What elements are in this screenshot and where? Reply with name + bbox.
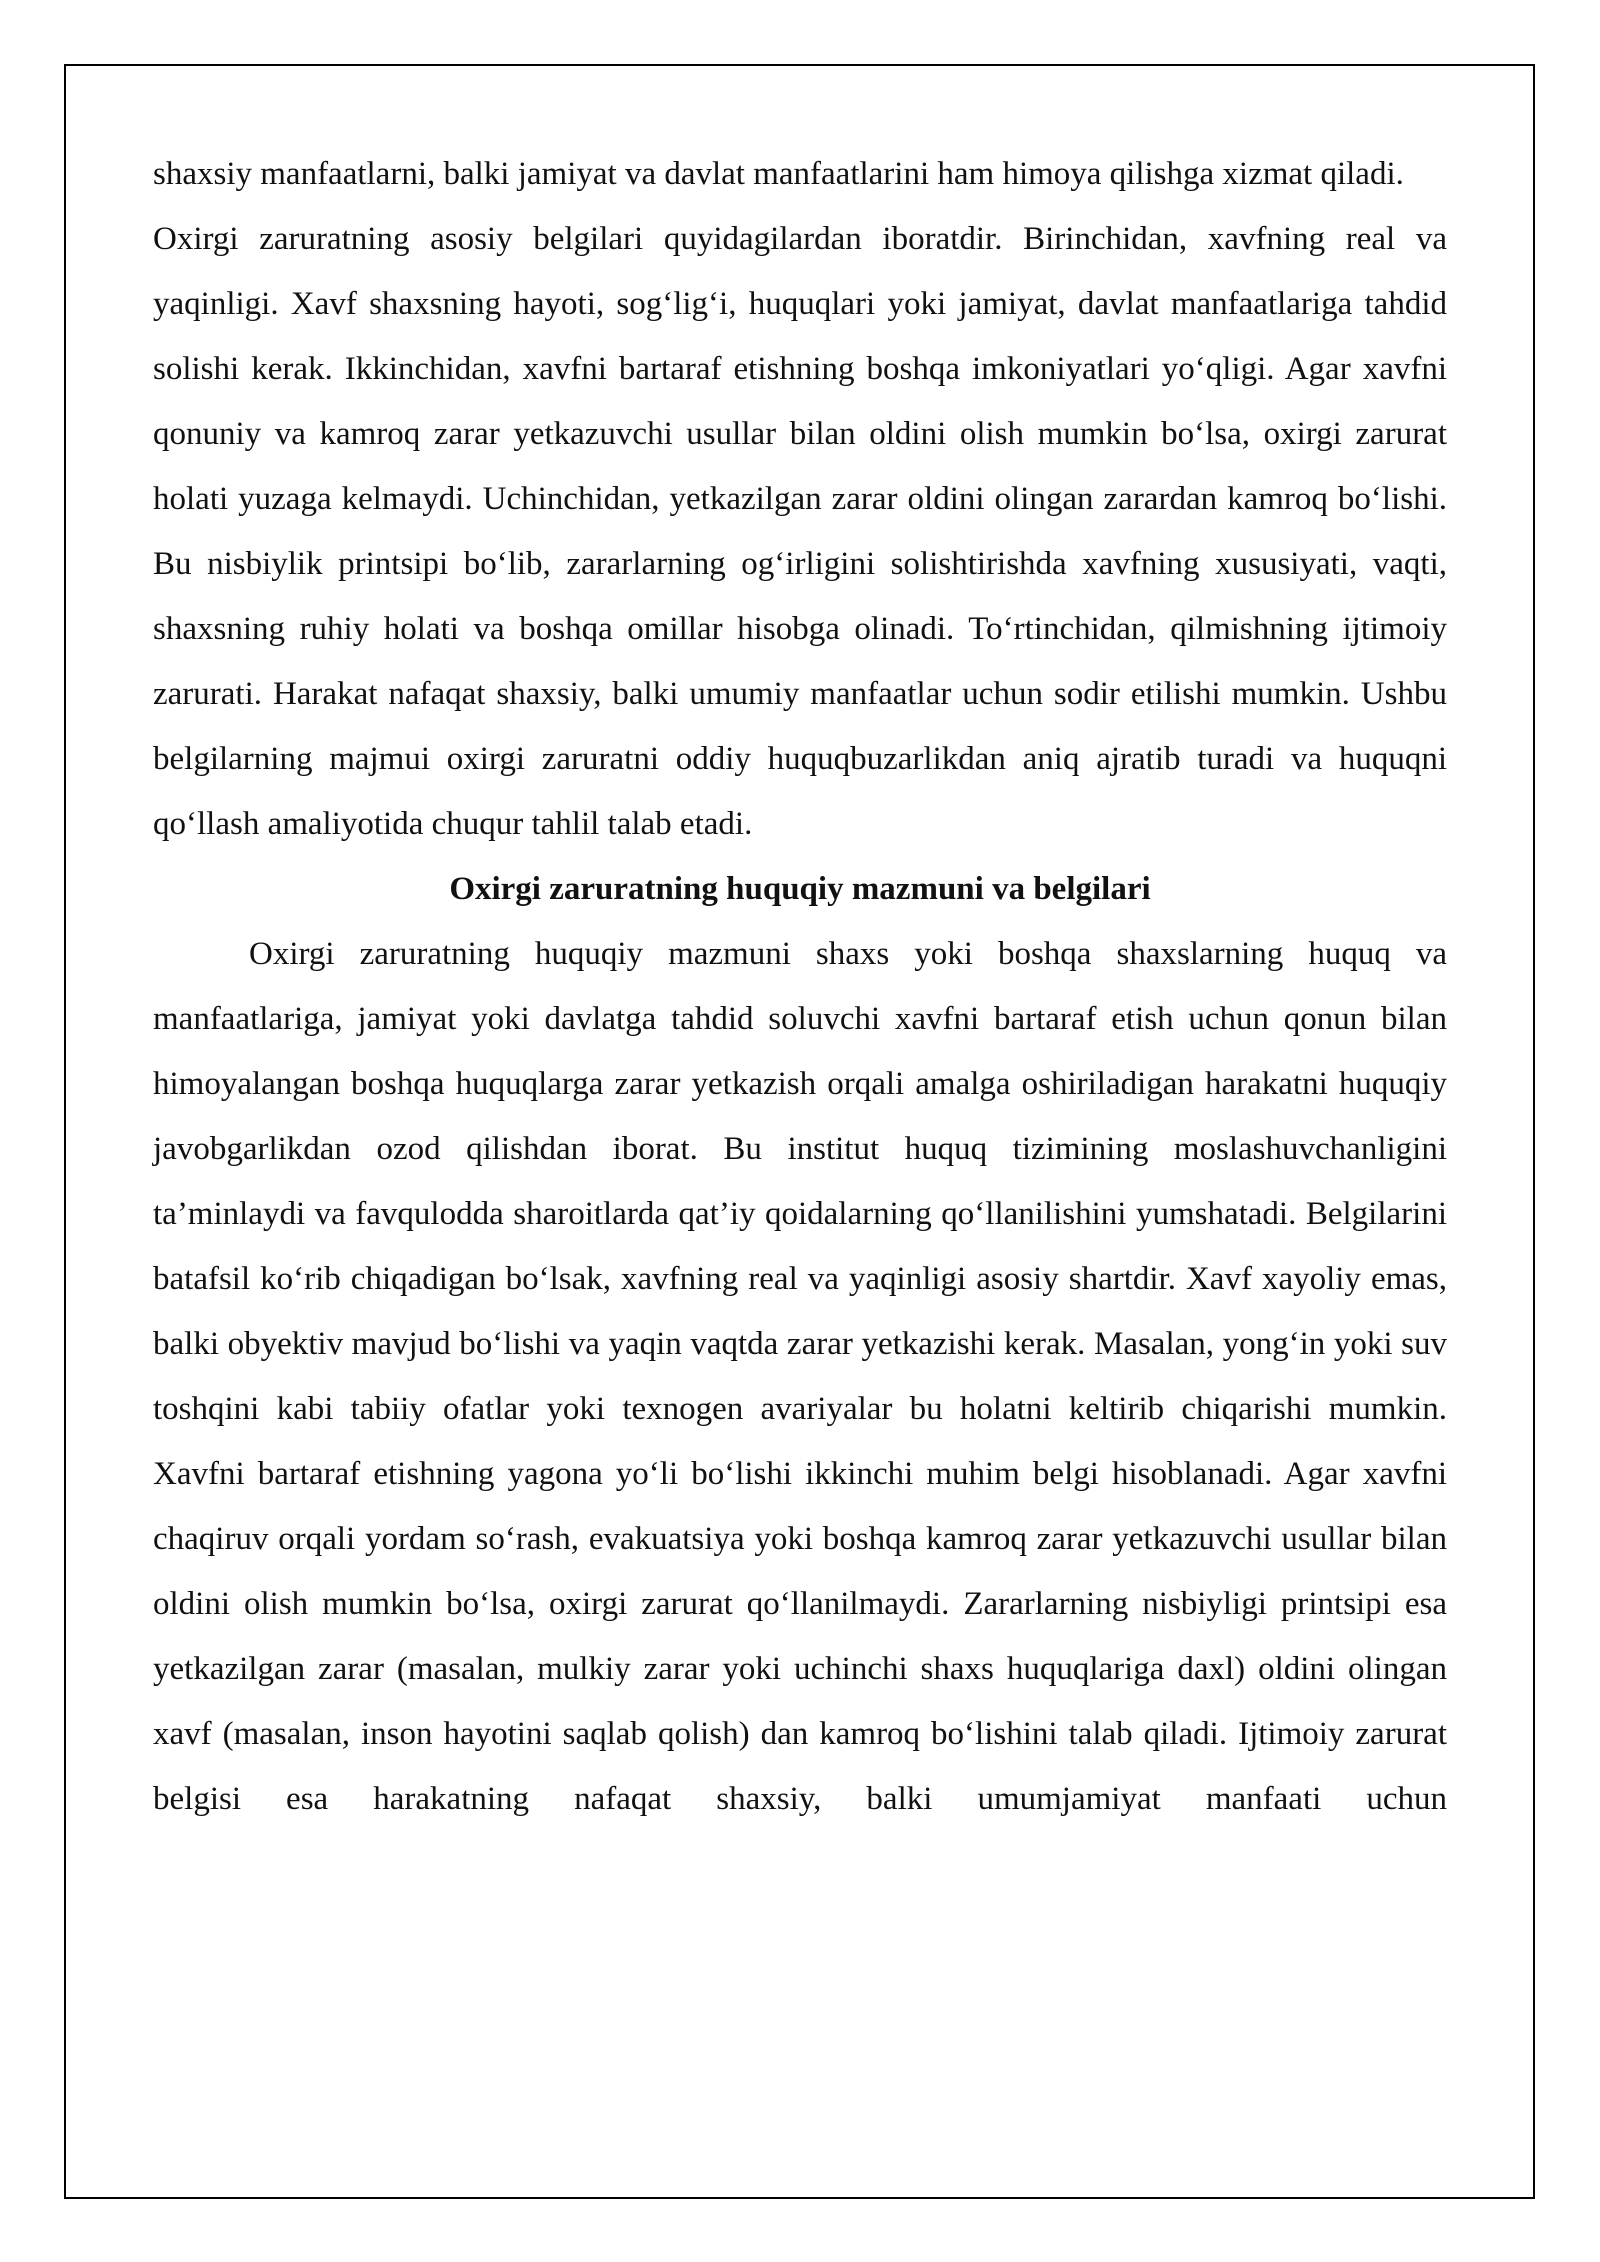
paragraph-legal-content: Oxirgi zaruratning huquqiy mazmuni shaxs yoki boshqa shaxslarning huquq va manfaatlariga, jamiyat yoki davlatga tahdid soluvchi xavfni bartaraf etish uchun qonun bilan himoyalangan boshqa huquqlarga zarar yetkazish orqali amalga oshiriladigan harakatni huquqiy javobgarlikdan ozod qilishdan iborat. Bu institut huquq tizimining moslashuvchanligini ta’minlaydi va favqulodda sharoitlarda qat’iy qoidalarning qo‘llanilishini yumshatadi. Belgilarini batafsil ko‘rib chiqadigan bo‘lsak, xavfning real va yaqinligi asosiy shartdir. Xavf xayoliy emas, balki obyektiv mavjud bo‘lishi va yaqin vaqtda zarar yetkazishi kerak. Masalan, yong‘in yoki suv toshqini kabi tabiiy ofatlar yoki texnogen avariyalar bu holatni keltirib chiqarishi mumkin. Xavfni bartaraf etishning yagona yo‘li bo‘lishi ikkinchi muhim belgi hisoblanadi. Agar xavfni chaqiruv orqali yordam so‘rash, evakuatsiya yoki boshqa kamroq zarar yetkazuvchi usullar bilan oldini olish mumkin bo‘lsa, oxirgi zarurat qo‘llanilmaydi. Zararlarning nisbiyligi printsipi esa yetkazilgan zarar (masalan, mulkiy zarar yoki uchinchi shaxs huquqlariga daxl) oldini olingan xavf (masalan, inson hayotini saqlab qolish) dan kamroq bo‘lishini talab qiladi. Ijtimoiy zarurat belgisi esa harakatning nafaqat shaxsiy, balki umumjamiyat manfaati uchun <box>153 936 1447 1817</box>
paragraph-signs: Oxirgi zaruratning asosiy belgilari quyidagilardan iboratdir. Birinchidan, xavfning real va yaqinligi. Xavf shaxsning hayoti, sog‘lig‘i, huquqlari yoki jamiyat, davlat manfaatlariga tahdid solishi kerak. Ikkinchidan, xavfni bartaraf etishning boshqa imkoniyatlari yo‘qligi. Agar xavfni qonuniy va kamroq zarar yetkazuvchi usullar bilan oldini olish mumkin bo‘lsa, oxirgi zarurat holati yuzaga kelmaydi. Uchinchidan, yetkazilgan zarar oldini olingan zarardan kamroq bo‘lishi. Bu nisbiylik printsipi bo‘lib, zararlarning og‘irligini solishtirishda xavfning xususiyati, vaqti, shaxsning ruhiy holati va boshqa omillar hisobga olinadi. To‘rtinchidan, qilmishning ijtimoiy zarurati. Harakat nafaqat shaxsiy, balki umumiy manfaatlar uchun sodir etilishi mumkin. Ushbu belgilarning majmui oxirgi zaruratni oddiy huquqbuzarlikdan aniq ajratib turadi va huquqni qo‘llash amaliyotida chuqur tahlil talab etadi. <box>153 221 1447 842</box>
paragraph-continuation: shaxsiy manfaatlarni, balki jamiyat va davlat manfaatlarini ham himoya qilishga xizmat qiladi. <box>153 156 1404 192</box>
document-body <box>153 142 1447 1832</box>
section-heading: Oxirgi zaruratning huquqiy mazmuni va belgilari <box>449 871 1151 907</box>
